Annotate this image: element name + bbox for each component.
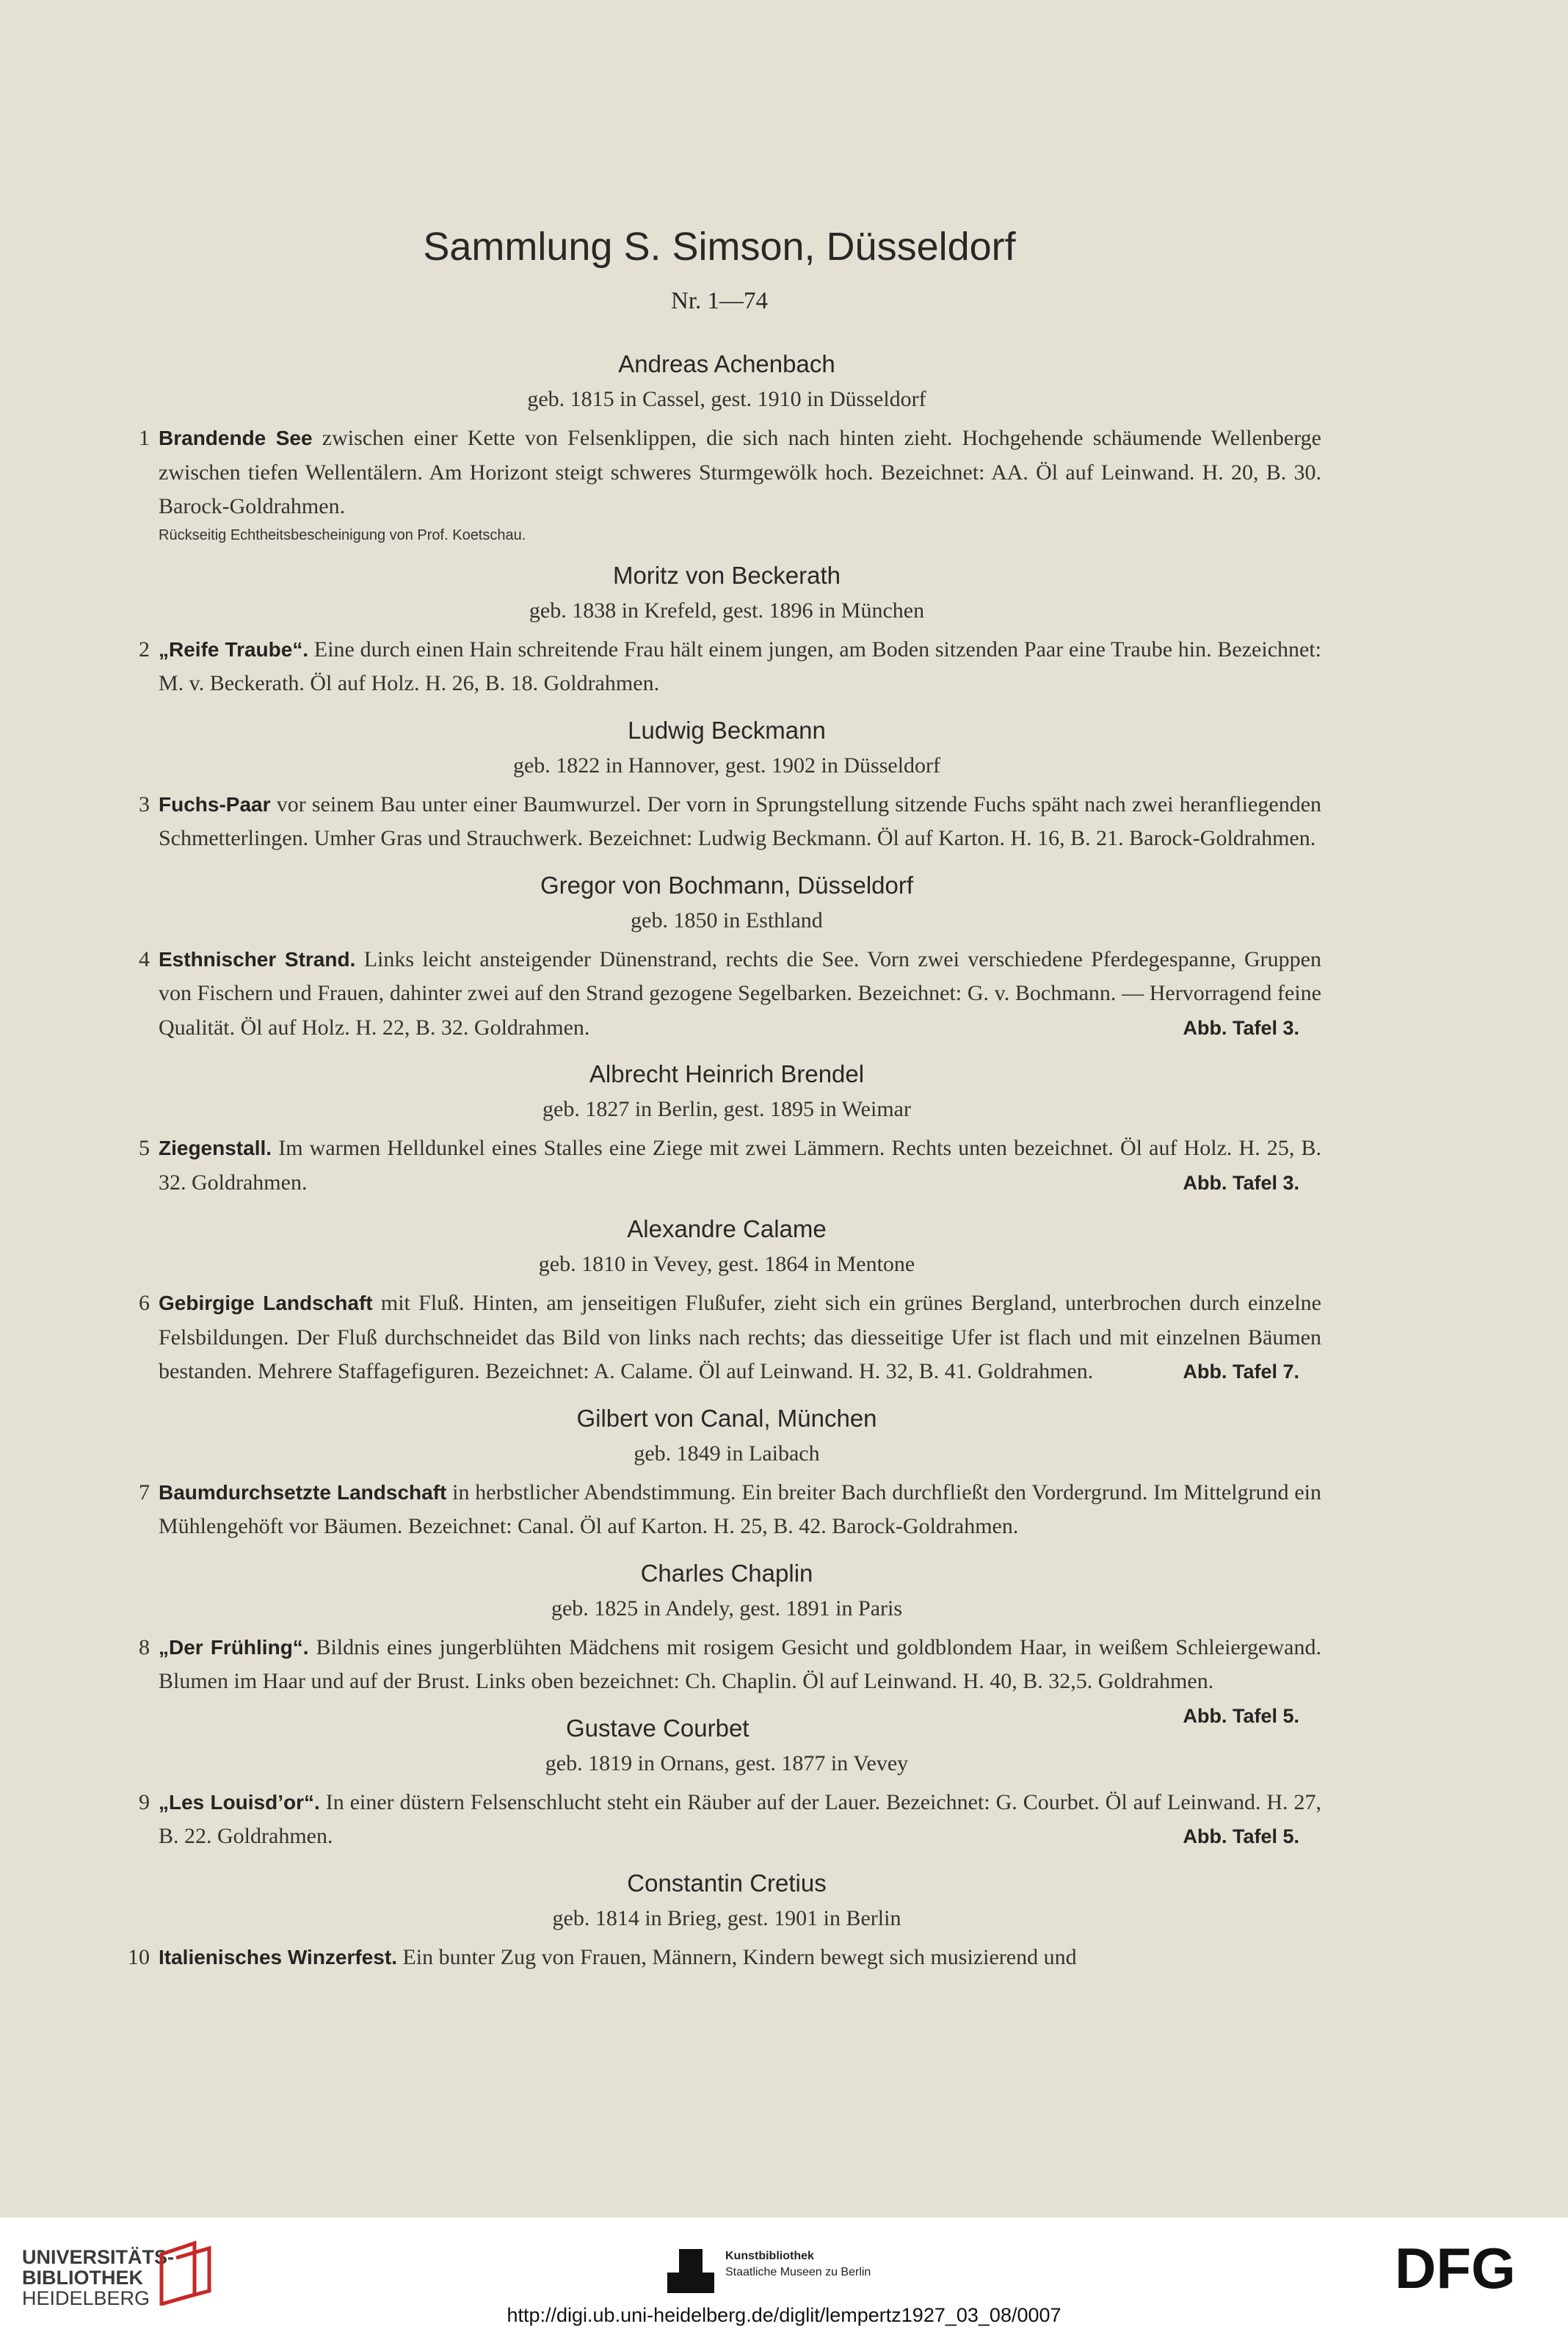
lot-title: Fuchs-Paar [159, 792, 271, 816]
page-title: Sammlung S. Simson, Düsseldorf [423, 225, 1016, 269]
university-library-logo[interactable] [22, 2247, 174, 2309]
artist-life-dates: geb. 1825 in Andely, gest. 1891 in Paris [551, 1596, 903, 1621]
lot-text: in herbstlicher Abendstimmung. Ein breiter Bach durchfließt den Vordergrund. Im Mittelgrund ein Mühlengehöft vor Bäumen. Bezeichnet: Canal. Öl auf Karton. H. 25, B. 42. Barock-Goldrahmen. [159, 1480, 1322, 1538]
lot-number: 10 [128, 1944, 150, 1969]
artist-name: Gregor von Bochmann, Düsseldorf [540, 871, 914, 899]
catalogue-entry [132, 1709, 1321, 1854]
artist-name: Charles Chaplin [640, 1559, 813, 1587]
lot-title: Gebirgige Landschaft [159, 1292, 373, 1314]
plate-reference: Abb. Tafel 5. [1183, 1825, 1299, 1847]
catalogue-entry [132, 1210, 1321, 1389]
page-subtitle: Nr. 1—74 [671, 288, 768, 314]
lot-number: 6 [139, 1291, 150, 1315]
lot-number: 3 [139, 792, 150, 816]
lot-title: Baumdurchsetzte Landschaft [159, 1480, 447, 1504]
artist-name: Ludwig Beckmann [628, 716, 826, 744]
artist-name: Gilbert von Canal, München [576, 1404, 877, 1432]
lot-title: Brandende See [159, 427, 313, 449]
lot-title: Italienisches Winzerfest. [159, 1945, 397, 1969]
provenance-note: Rückseitig Echtheitsbescheinigung von Prof. Koetschau. [159, 526, 526, 543]
plate-reference: Abb. Tafel 3. [1183, 1171, 1299, 1194]
lot-text: Eine durch einen Hain schreitende Frau hält einem jungen, am Boden sitzenden Paar eine Traube hin. Bezeichnet: M. v. Beckerath. Öl auf Holz. H. 26, B. 18. Goldrahmen. [159, 637, 1321, 695]
lot-description [132, 1786, 1321, 1854]
lot-title: Ziegenstall. [159, 1137, 272, 1159]
artist-life-dates: geb. 1838 in Krefeld, gest. 1896 in München [529, 598, 925, 623]
lot-description [128, 1941, 1321, 1975]
kunstbibliothek-name: Kunstbibliothek [725, 2250, 814, 2262]
plate-reference: Abb. Tafel 5. [1183, 1704, 1299, 1727]
artist-name: Alexandre Calame [627, 1215, 827, 1242]
lot-text: Im warmen Helldunkel eines Stalles eine Ziege mit zwei Lämmern. Rechts unten bezeichnet. Öl auf Holz. H. 25, B. 32. Goldrahmen. [159, 1136, 1321, 1195]
lot-description [132, 421, 1321, 546]
artist-life-dates: geb. 1822 in Hannover, gest. 1902 in Düsseldorf [512, 753, 941, 778]
artist-life-dates: geb. 1849 in Laibach [634, 1441, 820, 1466]
lot-text: Links leicht ansteigender Dünenstrand, rechts die See. Vorn zwei verschiedene Pferdegespanne, Gruppen von Fischern und Frauen, dahinter zwei auf den Strand gezogene Segelbarken. Bezeichnet: G. v. Bochmann. — Hervorragend feine Qualität. Öl auf Holz. H. 22, B. 32. Goldrahmen. [159, 946, 1321, 1040]
artist-name: Andreas Achenbach [618, 350, 835, 377]
lot-title: Esthnischer Strand. [159, 947, 356, 971]
source-url-link[interactable]: http://digi.ub.uni-heidelberg.de/diglit/lempertz1927_03_08/0007 [507, 2304, 1061, 2326]
catalogue-entry [132, 557, 1321, 701]
lot-description [132, 633, 1321, 701]
kunstbibliothek-text [725, 2248, 871, 2281]
lot-title: „Der Frühling“. [159, 1635, 309, 1659]
catalogue-entry [132, 1554, 1321, 1727]
uni-logo-line: UNIVERSITÄTS- [22, 2246, 175, 2268]
catalogue-entry [132, 1399, 1321, 1544]
dfg-logo-text: DFG [1395, 2239, 1516, 2298]
artist-life-dates: geb. 1850 in Esthland [631, 908, 823, 933]
catalogue-entries [128, 345, 1322, 1985]
lot-text: In einer düstern Felsenschlucht steht ein Räuber auf der Lauer. Bezeichnet: G. Courbet. Öl auf Leinwand. H. 27, B. 22. Goldrahmen. [159, 1789, 1321, 1848]
artist-life-dates: geb. 1815 in Cassel, gest. 1910 in Düsseldorf [527, 387, 926, 411]
university-library-mark-icon [154, 2239, 220, 2306]
lot-number: 2 [139, 637, 150, 662]
artist-name: Moritz von Beckerath [613, 561, 841, 589]
catalogue-entry [128, 1864, 1321, 1975]
catalogue-entry [132, 345, 1321, 546]
lot-description [132, 788, 1321, 856]
kunstbibliothek-logo-icon[interactable] [664, 2243, 717, 2296]
lot-description [132, 1286, 1321, 1389]
museum-name: Staatliche Museen zu Berlin [725, 2266, 871, 2278]
catalogue-entry [132, 1055, 1321, 1200]
digitization-footer [0, 2217, 1568, 2332]
artist-name: Albrecht Heinrich Brendel [589, 1060, 865, 1087]
lot-description [132, 943, 1321, 1046]
lot-description [132, 1476, 1321, 1544]
artist-life-dates: geb. 1810 in Vevey, gest. 1864 in Mentone [538, 1252, 915, 1276]
lot-number: 4 [139, 946, 150, 971]
lot-number: 9 [139, 1789, 150, 1814]
lot-text: Bildnis eines jungerblühten Mädchens mit rosigem Gesicht und goldblondem Haar, in weißem Schleiergewand. Blumen im Haar und auf der Brust. Links oben bezeichnet: Ch. Chaplin. Öl auf Leinwand. H. 40, B. 32,5. Goldrahmen. [159, 1634, 1321, 1693]
plate-reference: Abb. Tafel 3. [1183, 1016, 1299, 1039]
lot-number: 5 [139, 1136, 150, 1160]
catalogue-entry [132, 711, 1321, 856]
lot-title: „Les Louisd’or“. [159, 1790, 320, 1814]
lot-number: 7 [139, 1480, 150, 1504]
artist-life-dates: geb. 1819 in Ornans, gest. 1877 in Vevey [545, 1750, 909, 1775]
artist-life-dates: geb. 1827 in Berlin, gest. 1895 in Weimar [542, 1097, 911, 1121]
plate-reference: Abb. Tafel 7. [1183, 1361, 1299, 1383]
artist-life-dates: geb. 1814 in Brieg, gest. 1901 in Berlin [552, 1905, 901, 1930]
lot-number: 1 [139, 426, 150, 450]
artist-name: Constantin Cretius [627, 1869, 827, 1897]
dfg-logo[interactable] [1395, 2239, 1542, 2298]
uni-logo-line: HEIDELBERG [22, 2287, 150, 2309]
lot-text: Ein bunter Zug von Frauen, Männern, Kindern bewegt sich musizierend und [402, 1944, 1077, 1969]
artist-name: Gustave Courbet [566, 1714, 749, 1742]
uni-logo-line: BIBLIOTHEK [22, 2267, 143, 2289]
lot-text: vor seinem Bau unter einer Baumwurzel. Der vorn in Sprungstellung sitzende Fuchs späht nach zwei heranfliegenden Schmetterlingen. Umher Gras und Strauchwerk. Bezeichnet: Ludwig Beckmann. Öl auf Karton. H. 16, B. 21. Barock-Goldrahmen. [159, 792, 1322, 850]
lot-description [132, 1631, 1321, 1727]
lot-text: mit Fluß. Hinten, am jenseitigen Flußufer, zieht sich ein grünes Bergland, unterbrochen durch einzelne Felsbildungen. Der Fluß durchschneidet das Bild von links nach rechts; das diesseitige Ufer ist flach und mit einzelnen Bäumen bestanden. Mehrere Staffagefiguren. Bezeichnet: A. Calame. Öl auf Leinwand. H. 32, B. 41. Goldrahmen. [159, 1291, 1321, 1383]
lot-number: 8 [139, 1634, 150, 1659]
catalogue-entry [132, 866, 1321, 1046]
lot-description [132, 1131, 1321, 1200]
lot-title: „Reife Traube“. [159, 637, 309, 661]
lot-text: zwischen einer Kette von Felsenklippen, die sich nach hinten zieht. Hochgehende schäumende Wellenberge zwischen tiefen Wellentälern. Am Horizont steigt schweres Sturmgewölk hoch. Bezeichnet: AA. Öl auf Leinwand. H. 20, B. 30. Barock-Goldrahmen. [159, 426, 1321, 518]
